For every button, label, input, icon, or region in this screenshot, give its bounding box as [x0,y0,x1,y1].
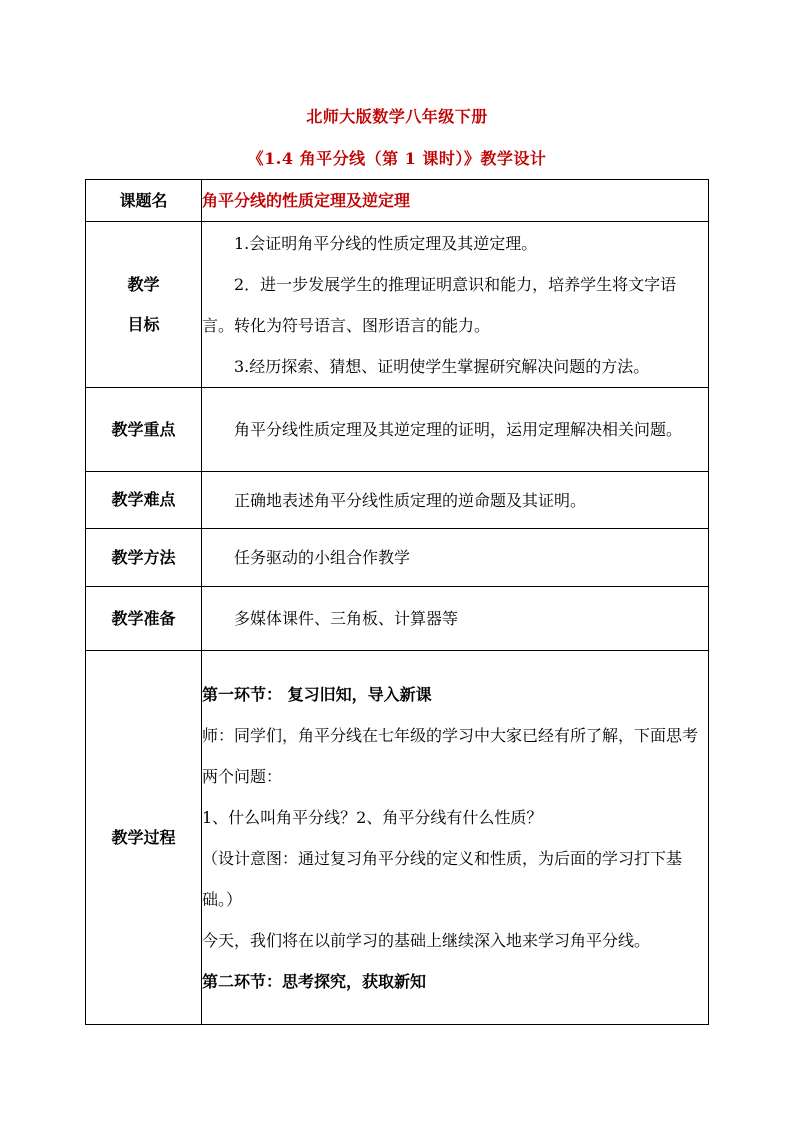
method-value: 任务驱动的小组合作教学 [202,529,709,587]
process-paragraph: 今天，我们将在以前学习的基础上继续深入地来学习角平分线。 [202,930,651,950]
table-row [86,388,709,472]
process-paragraph: （设计意图：通过复习角平分线的定义和性质，为后面的学习打下基础。） [202,848,683,909]
table-row [86,587,709,651]
table-row [86,651,709,1025]
goals-label-line2: 目标 [127,314,160,334]
preparation-value: 多媒体课件、三角板、计算器等 [202,587,709,651]
table-row [86,529,709,587]
table-row [86,472,709,529]
key-points-label: 教学重点 [86,388,202,472]
topic-label: 课题名 [86,180,202,222]
goal-item: 3.经历探索、猜想、证明使学生掌握研究解决问题的方法。 [234,356,650,376]
table-row [86,180,709,222]
process-label: 教学过程 [86,651,202,1025]
document-subtitle: 《1.4 角平分线（第 1 课时）》教学设计 [247,149,547,168]
section-heading: 第一环节： 复习旧知，导入新课 [202,684,432,704]
table-row [86,222,709,388]
goal-item: 1.会证明角平分线的性质定理及其逆定理。 [234,233,538,253]
process-paragraph: 1、什么叫角平分线？2、角平分线有什么性质？ [202,807,543,827]
preparation-label: 教学准备 [86,587,202,651]
process-paragraph: 师：同学们，角平分线在七年级的学习中大家已经有所了解，下面思考两个问题： [202,725,699,786]
document-title: 北师大版数学八年级下册 [306,107,488,126]
goals-label [86,222,202,388]
goal-item: 2．进一步发展学生的推理证明意识和能力，培养学生将文字语言。转化为符号语言、图形语言的能力。 [202,274,677,335]
goals-label-line1: 教学 [127,274,160,294]
lesson-plan-table [85,179,709,1025]
difficulties-label: 教学难点 [86,472,202,529]
key-points-value: 角平分线性质定理及其逆定理的证明，运用定理解决相关问题。 [202,388,709,472]
process-content [202,651,709,1025]
topic-value: 角平分线的性质定理及逆定理 [202,180,709,222]
section-heading: 第二环节：思考探究，获取新知 [202,971,427,991]
method-label: 教学方法 [86,529,202,587]
difficulties-value: 正确地表述角平分线性质定理的逆命题及其证明。 [202,472,709,529]
goals-content [202,222,709,388]
